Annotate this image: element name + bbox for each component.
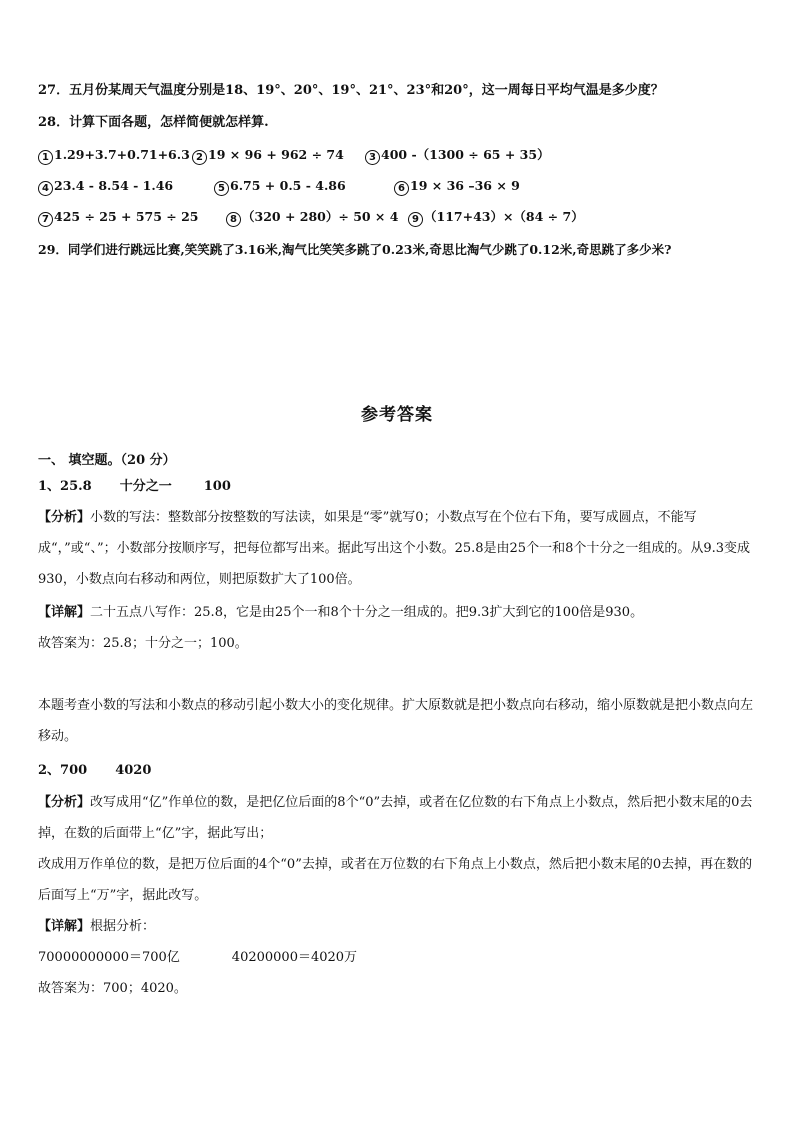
- section-heading: 一、 填空题。（20 分）: [38, 453, 176, 468]
- question-28: 28．计算下面各题，怎样简便就怎样算.: [38, 115, 269, 130]
- answer-1-detail: 【详解】二十五点八写作：25.8，它是由25个一和8个十分之一组成的。把9.3扩大到它的100倍是930。: [38, 605, 644, 620]
- answer-1-header: 1、25.8 十分之一 100: [38, 479, 231, 494]
- calc-item-2: 2 19 × 96 + 962 ÷ 74: [192, 146, 344, 165]
- circled-number: 2: [192, 150, 207, 165]
- circled-number: 4: [38, 181, 53, 196]
- answer-1-note: 本题考查小数的写法和小数点的移动引起小数大小的变化规律。扩大原数就是把小数点向右移动，缩小原数就是把小数点向左移动。: [38, 698, 754, 744]
- circled-number: 6: [394, 181, 409, 196]
- circled-number: 7: [38, 212, 53, 227]
- answer-2-detail: 【详解】根据分析：: [38, 919, 156, 934]
- answer-2-header: 2、700 4020: [38, 763, 152, 778]
- circled-number: 1: [38, 150, 53, 165]
- circled-number: 3: [365, 150, 380, 165]
- calc-item-6: 6 19 × 36 –36 × 9: [394, 177, 520, 196]
- circled-number: 8: [226, 212, 241, 227]
- answer-title: 参考答案: [361, 405, 433, 425]
- answer-1-analysis: 【分析】小数的写法：整数部分按整数的写法读，如果是“零”就写0；小数点写在个位右下角，要写成圆点，不能写成“，”或“、”；小数部分按顺序写，把每位都写出来。据此写出这个小数。25.8是由25个一和8个十分之一组成的。从9.3变成930，小数点向右移动和两位，则把原数扩大了100倍。: [38, 510, 751, 587]
- calc-item-5: 5 6.75 + 0.5 - 4.86: [214, 177, 346, 196]
- answer-2-result: 故答案为：700；4020。: [38, 981, 187, 996]
- calc-item-4: 4 23.4 - 8.54 - 1.46: [38, 177, 173, 196]
- calc-item-9: 9 （117+43）×（84 ÷ 7）: [408, 208, 584, 227]
- answer-2-equations: 70000000000＝700亿 40200000＝4020万: [38, 950, 358, 965]
- question-29: 29．同学们进行跳远比赛,笑笑跳了3.16米,淘气比笑笑多跳了0.23米,奇思比淘气少跳了0.12米,奇思跳了多少米?: [38, 242, 672, 257]
- calc-item-7: 7 425 ÷ 25 + 575 ÷ 25: [38, 208, 199, 227]
- calc-item-8: 8 （320 + 280）÷ 50 × 4: [226, 208, 398, 227]
- answer-2-analysis-2: 改成用万作单位的数，是把万位后面的4个“0”去掉，或者在万位数的右下角点上小数点，然后把小数末尾的0去掉，再在数的后面写上“万”字，据此改写。: [38, 857, 753, 903]
- circled-number: 9: [408, 212, 423, 227]
- answer-1-result: 故答案为：25.8；十分之一；100。: [38, 636, 248, 651]
- calc-item-3: 3 400 -（1300 ÷ 65 + 35）: [365, 146, 550, 165]
- circled-number: 5: [214, 181, 229, 196]
- calc-item-1: 1 1.29+3.7+0.71+6.3: [38, 146, 190, 165]
- question-27: 27．五月份某周天气温度分别是18、19°、20°、19°、21°、23°和20°，这一周每日平均气温是多少度？: [38, 83, 664, 98]
- answer-2-analysis: 【分析】改写成用“亿”作单位的数，是把亿位后面的8个“0”去掉，或者在亿位数的右下角点上小数点，然后把小数末尾的0去掉，在数的后面带上“亿”字，据此写出；: [38, 795, 753, 841]
